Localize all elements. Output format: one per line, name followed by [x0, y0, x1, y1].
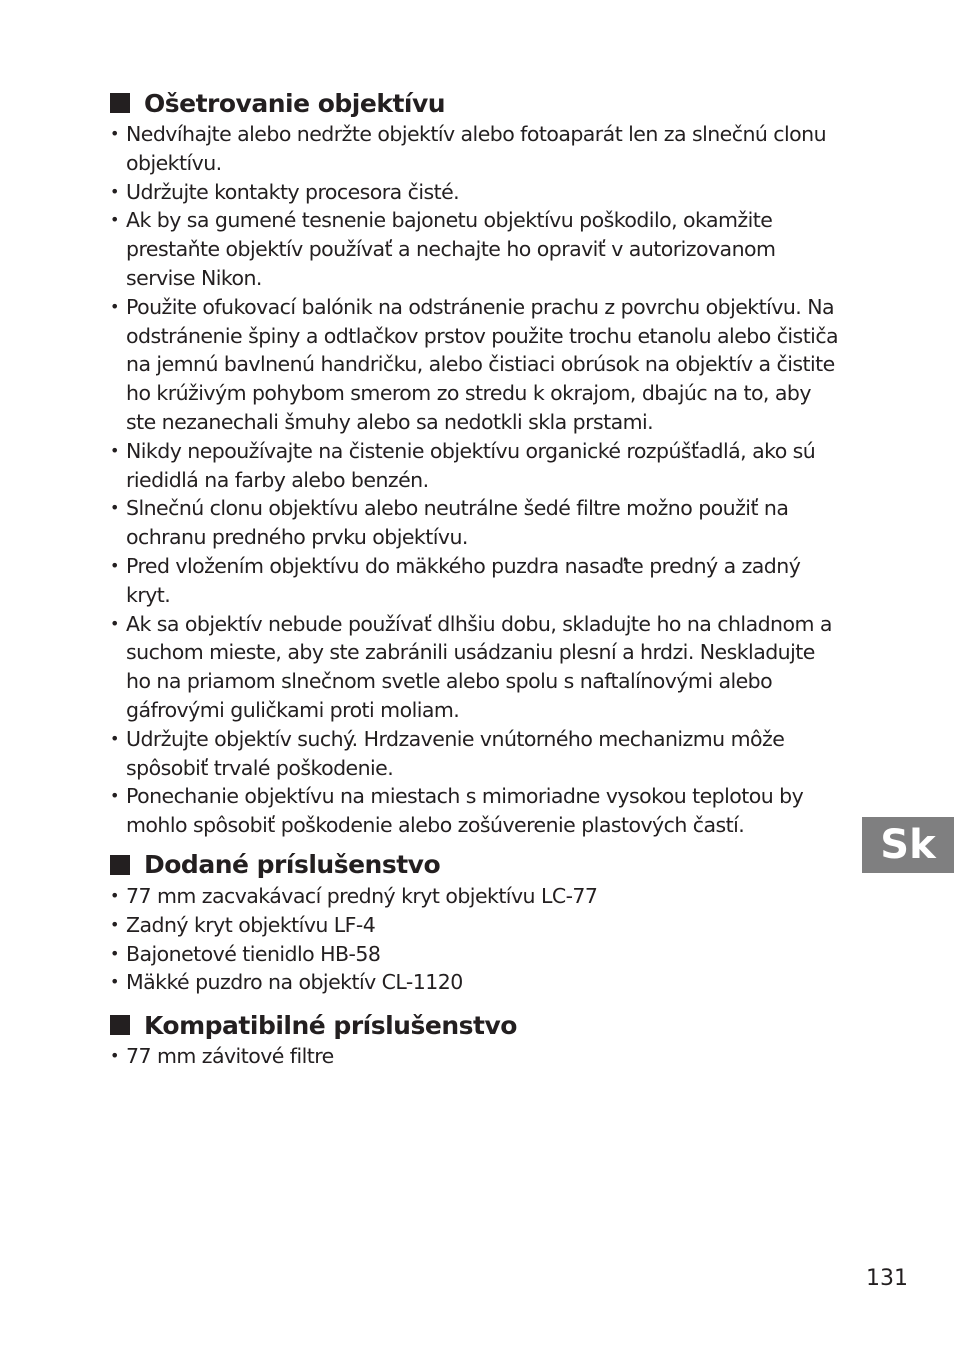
list-item: • Mäkké puzdro na objektív CL-1120: [110, 968, 845, 997]
supplied-accessories-list: [110, 882, 845, 997]
language-tab: Sk: [862, 817, 954, 873]
list-item: • 77 mm zacvakávací predný kryt objektívu LC-77: [110, 882, 845, 911]
page-number: 131: [866, 1266, 908, 1291]
list-item: • 77 mm závitové filtre: [110, 1042, 845, 1071]
list-item: • Bajonetové tienidlo HB-58: [110, 940, 845, 969]
section-heading-supplied-accessories: [110, 848, 845, 882]
lens-care-list: [110, 120, 845, 840]
list-item: • Použite ofukovací balónik na odstránenie prachu z povrchu objektívu. Na odstránenie špiny a odtlačkov prstov použite trochu etanolu alebo čističa na jemnú bavlnenú handričku, alebo čistiaci obrúsok na objektív a čistite ho krúživým pohybom smerom zo stredu k okrajom, dbajúc na to, aby ste nezanechali šmuhy alebo sa nedotkli skla prstami.: [110, 293, 845, 437]
page-content: [110, 86, 845, 1071]
list-item: • Pred vložením objektívu do mäkkého puzdra nasaďte predný a zadný kryt.: [110, 552, 845, 610]
section-heading-compatible-accessories: [110, 1008, 845, 1042]
list-item: • Udržujte objektív suchý. Hrdzavenie vnútorného mechanizmu môže spôsobiť trvalé poškodenie.: [110, 725, 845, 783]
list-item: • Ak sa objektív nebude používať dlhšiu dobu, skladujte ho na chladnom a suchom mieste, aby ste zabránili usádzaniu plesní a hrdzi. Neskladujte ho na priamom slnečnom svetle alebo spolu s naftalínovými alebo gáfrovými guličkami proti moliam.: [110, 610, 845, 725]
section-title: Dodané príslušenstvo: [144, 850, 441, 880]
section-title: Ošetrovanie objektívu: [144, 88, 446, 118]
list-item: • Ak by sa gumené tesnenie bajonetu objektívu poškodilo, okamžite prestaňte objektív používať a nechajte ho opraviť v autorizovanom servise Nikon.: [110, 206, 845, 292]
heading-square-icon: [110, 1015, 130, 1035]
list-item: • Nedvíhajte alebo nedržte objektív alebo fotoaparát len za slnečnú clonu objektívu.: [110, 120, 845, 178]
list-item: • Ponechanie objektívu na miestach s mimoriadne vysokou teplotou by mohlo spôsobiť poškodenie alebo zošúverenie plastových častí.: [110, 782, 845, 840]
section-title: Kompatibilné príslušenstvo: [144, 1010, 517, 1040]
list-item: • Zadný kryt objektívu LF-4: [110, 911, 845, 940]
list-item: • Slnečnú clonu objektívu alebo neutrálne šedé filtre možno použiť na ochranu predného prvku objektívu.: [110, 494, 845, 552]
list-item: • Udržujte kontakty procesora čisté.: [110, 178, 845, 207]
heading-square-icon: [110, 855, 130, 875]
compatible-accessories-list: [110, 1042, 845, 1071]
list-item: • Nikdy nepoužívajte na čistenie objektívu organické rozpúšťadlá, ako sú riedidlá na farby alebo benzén.: [110, 437, 845, 495]
heading-square-icon: [110, 93, 130, 113]
section-heading-lens-care: [110, 86, 845, 120]
